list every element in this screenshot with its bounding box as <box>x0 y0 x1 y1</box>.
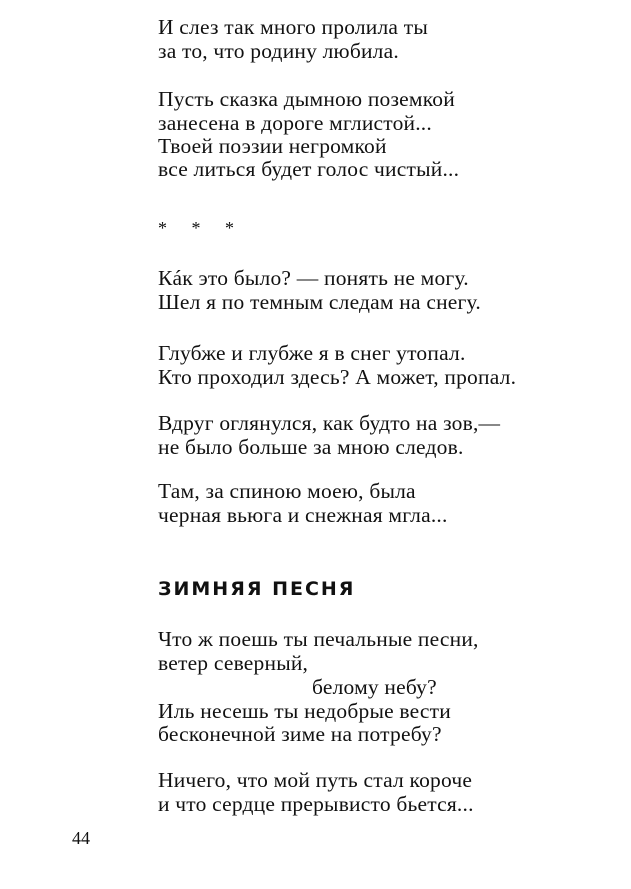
verse-line: Шел я по темным следам на снегу. <box>158 290 481 314</box>
verse-line: Что ж поешь ты печальные песни, <box>158 627 479 651</box>
verse-line: все литься будет голос чистый... <box>158 157 460 181</box>
verse-line: и что сердце прерывисто бьется... <box>158 792 474 816</box>
verse-line: бесконечной зиме на потребу? <box>158 722 442 746</box>
page-number: 44 <box>72 828 90 848</box>
verse-line: Твоей поэзии негромкой <box>158 134 387 158</box>
section-separator: * * * <box>158 218 244 238</box>
verse-line: занесена в дороге мглистой... <box>158 111 432 135</box>
verse-line: за то, что родину любила. <box>158 39 399 63</box>
verse-line: Глубже и глубже я в снег утопал. <box>158 341 466 365</box>
verse-line-indented: белому небу? <box>312 675 437 699</box>
verse-line: Вдруг оглянулся, как будто на зов,— <box>158 411 501 435</box>
verse-line: не было больше за мною следов. <box>158 435 464 459</box>
verse-line: Там, за спиною моею, была <box>158 479 416 503</box>
verse-line: черная вьюга и снежная мгла... <box>158 503 448 527</box>
verse-line: Ничего, что мой путь стал короче <box>158 768 473 792</box>
verse-line: Кáк это было? — понять не могу. <box>158 266 469 290</box>
poem-title: ЗИМНЯЯ ПЕСНЯ <box>158 578 356 600</box>
verse-line: Кто проходил здесь? А может, пропал. <box>158 365 517 389</box>
verse-line: ветер северный, <box>158 651 309 675</box>
verse-line: Иль несешь ты недобрые вести <box>158 699 451 723</box>
verse-line: Пусть сказка дымною поземкой <box>158 87 455 111</box>
verse-line: И слез так много пролила ты <box>158 15 428 39</box>
